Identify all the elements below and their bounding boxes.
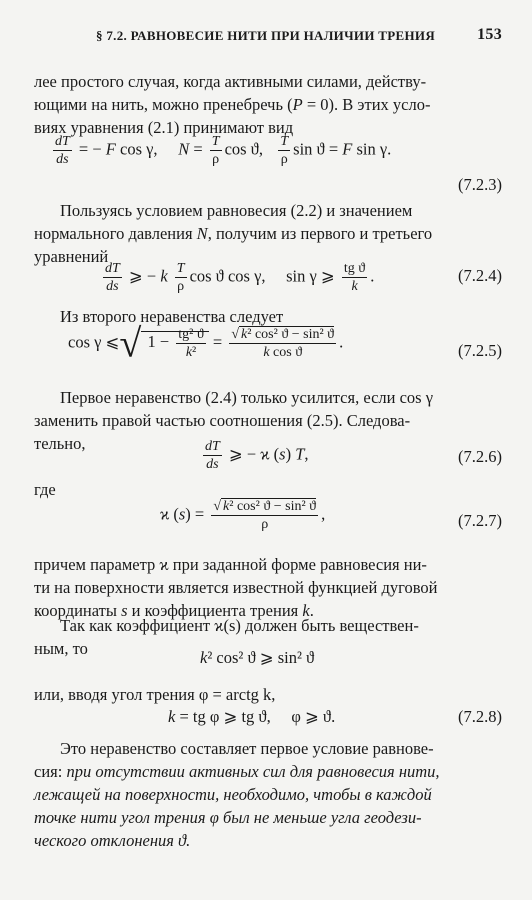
equation-reality-condition: k² cos² ϑ ⩾ sin² ϑ	[200, 648, 315, 667]
text-line: нормального давления N, получим из первого и третьего	[34, 224, 433, 243]
text-line: лее простого случая, когда активными силами, действу-	[34, 72, 427, 91]
equation-number: (7.2.4)	[458, 266, 502, 285]
text-line: тельно,	[34, 434, 86, 453]
equation-7-2-3: $\frac{dT}{ds}$ = − F cos γ, N = $\frac{T}{\rho}$ cos ϑ, $\frac{T}{\rho}$ sin ϑ = F sin γ.	[55, 134, 392, 167]
text-line: точке нити угол трения φ был не меньше угла геодези-	[34, 808, 422, 827]
equation-7-2-6: $\frac{dT}{ds}$ ⩾ − ϰ (s) T,	[205, 439, 309, 472]
equation-7-2-5: cos γ ⩽√ 1 − $\frac{\text{tg² ϑ}}{\text{k²}}$ = $\frac{\text{√ k² cos² ϑ − sin² ϑ}}{\text{k cos ϑ}}$ .	[68, 320, 344, 366]
text-line: ти на поверхности является известной функцией дуговой	[34, 578, 438, 597]
paragraph-equilibrium-condition	[34, 737, 502, 852]
text-line: Так как коэффициент ϰ(s) должен быть веществен-	[60, 616, 419, 635]
equation-number: (7.2.3)	[458, 175, 502, 194]
equation-number: (7.2.5)	[458, 341, 502, 360]
text-line: ческого отклонения ϑ.	[34, 831, 191, 850]
paragraph-second-inequality	[34, 305, 502, 328]
equation-7-2-7: ϰ (s) = $\frac{\text{√ k² cos² ϑ − sin² ϑ}}{\rho}$ ,	[160, 499, 326, 532]
text-line: лежащей на поверхности, необходимо, чтобы в каждой	[34, 785, 432, 804]
text-line: координаты s и коэффициента трения k.	[34, 601, 314, 620]
text-line: причем параметр ϰ при заданной форме равновесия ни-	[34, 555, 427, 574]
paragraph-parameter	[34, 553, 502, 622]
equation-7-2-8: k = tg φ ⩾ tg ϑ, φ ⩾ ϑ.	[168, 707, 336, 726]
equation-7-2-4: $\frac{dT}{ds}$ ⩾ − k $\frac{T}{\rho}$ cos ϑ cos γ, sin γ ⩾ $\frac{\text{tg ϑ}}{k}$ .	[105, 261, 375, 294]
section-title: § 7.2. РАВНОВЕСИЕ НИТИ ПРИ НАЛИЧИИ ТРЕНИЯ	[96, 28, 436, 43]
paragraph-friction-angle	[34, 683, 502, 706]
text-line: ным, то	[34, 639, 88, 658]
page-number: 153	[477, 26, 502, 43]
equation-number: (7.2.8)	[458, 707, 502, 726]
text-line: уравнений	[34, 247, 109, 266]
text-line: Первое неравенство (2.4) только усилится, если cos γ	[60, 388, 434, 407]
text-line: или, вводя угол трения φ = arctg k,	[34, 685, 276, 704]
text-line: сия: при отсутствии активных сил для равновесия нити,	[34, 762, 440, 781]
text-line: Пользуясь условием равновесия (2.2) и значением	[60, 201, 413, 220]
equation-number: (7.2.7)	[458, 511, 502, 530]
text-line: Из второго неравенства следует	[60, 307, 284, 326]
text-line: виях уравнения (2.1) принимают вид	[34, 118, 294, 137]
where-label: где	[34, 480, 56, 499]
equation-number: (7.2.6)	[458, 447, 502, 466]
text-line: ющими на нить, можно пренебречь (P = 0). В этих усло-	[34, 95, 431, 114]
paragraph-conditions	[34, 199, 502, 268]
paragraph-intro	[34, 70, 502, 139]
text-line: заменить правой частью соотношения (2.5). Следова-	[34, 411, 411, 430]
text-line: Это неравенство составляет первое условие равнове-	[60, 739, 434, 758]
